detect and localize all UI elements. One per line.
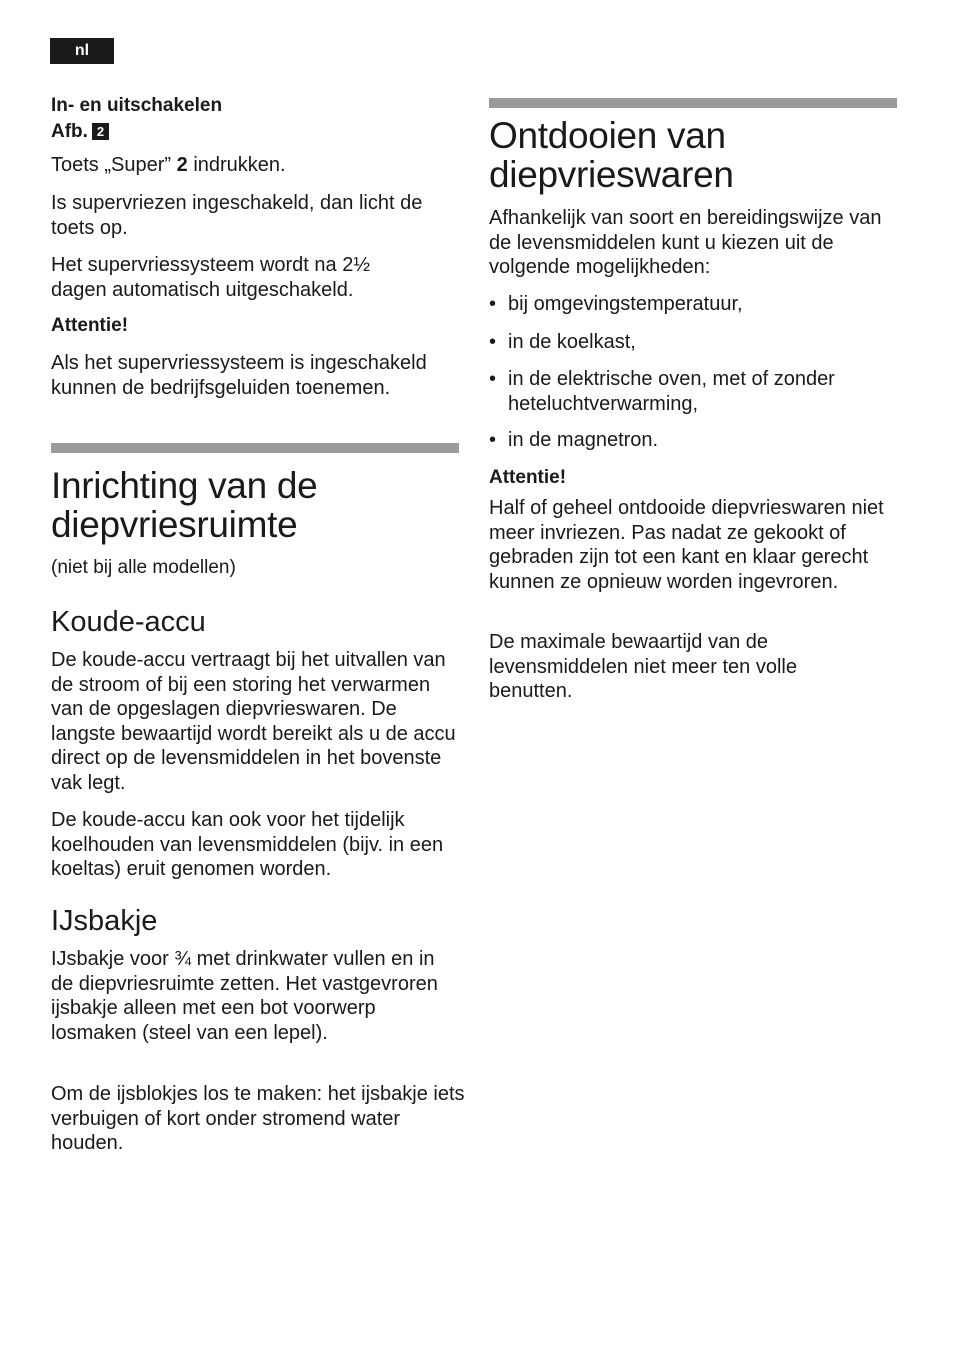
list-item: • in de magnetron. <box>489 428 899 453</box>
on-off-heading: In- en uitschakelen <box>51 95 223 116</box>
paragraph-noise: Als het supervriessysteem is ingeschakeld kunnen de bedrijfsgeluiden toenemen. <box>51 352 427 399</box>
list-item: • in de koelkast, <box>489 330 899 355</box>
thawing-intro: Afhankelijk van soort en bereidingswijze van de levensmiddelen kunt u kiezen uit de volgende mogelijkheden: <box>489 207 882 278</box>
attention-label: Attentie! <box>489 467 567 488</box>
section-note: (niet bij alle modellen) <box>51 557 236 578</box>
attention-label: Attentie! <box>51 315 129 336</box>
figure-number-badge: 2 <box>92 123 109 140</box>
ice-tray-paragraph-1: IJsbakje voor ¾ met drinkwater vullen en in de diepvriesruimte zetten. Het vastgevroren ijsbakje alleen met een bot voorwerp losmaken (steel van een lepel). <box>51 948 438 1044</box>
figure-label: Afb. <box>51 121 88 142</box>
section-title-interior: Inrichting van de diepvriesruimte <box>51 465 318 545</box>
section-divider <box>489 98 897 108</box>
section-divider <box>51 443 459 453</box>
figure-reference <box>51 119 463 145</box>
paragraph-refreeze: Half of geheel ontdooide diepvrieswaren niet meer invriezen. Pas nadat ze gekookt of gebraden zijn tot een kant en klaar gerecht kunnen ze opnieuw worden ingevroren. <box>489 497 884 593</box>
cold-accu-paragraph-1: De koude-accu vertraagt bij het uitvallen van de stroom of bij een storing het verwarmen van de opgeslagen diepvrieswaren. De langste bewaartijd wordt bereikt als u de accu direct op de levensmiddelen in het bovenste vak legt. <box>51 649 456 794</box>
cold-accu-paragraph-2: De koude-accu kan ook voor het tijdelijk koelhouden van levensmiddelen (bijv. in een koeltas) eruit genomen worden. <box>51 809 444 880</box>
ice-tray-paragraph-2: Om de ijsblokjes los te maken: het ijsbakje iets verbuigen of kort onder stromend water houden. <box>51 1083 465 1154</box>
super-key-number: 2 <box>176 154 188 176</box>
press-before-text: Toets „Super” <box>51 154 172 176</box>
list-item: • bij omgevingstemperatuur, <box>489 292 899 317</box>
ice-tray-title: IJsbakje <box>51 905 158 937</box>
section-title-thawing: Ontdooien van diepvrieswaren <box>489 115 734 195</box>
press-after-text: indrukken. <box>193 154 286 176</box>
language-tab: nl <box>50 38 114 64</box>
paragraph-storage: De maximale bewaartijd van de levensmiddelen niet meer ten volle benutten. <box>489 631 797 702</box>
list-item: • in de elektrische oven, met of zonder heteluchtverwarming, <box>489 367 878 416</box>
press-super-instruction <box>51 153 463 178</box>
paragraph-auto-off: Het supervriessysteem wordt na 2½ dagen automatisch uitgeschakeld. <box>51 254 371 301</box>
cold-accu-title: Koude-accu <box>51 606 206 638</box>
paragraph-light: Is supervriezen ingeschakeld, dan licht de toets op. <box>51 192 423 239</box>
